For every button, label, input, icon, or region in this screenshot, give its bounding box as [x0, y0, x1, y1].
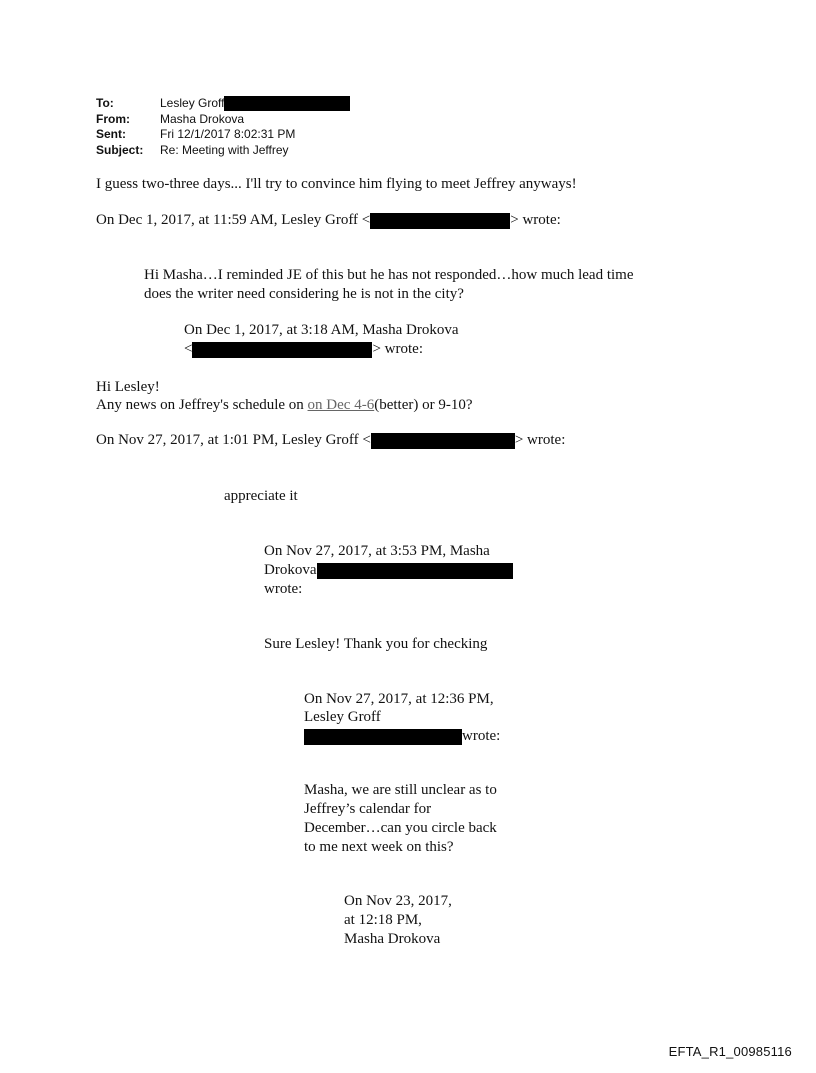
quote-header-4-name: Drokova — [264, 562, 317, 578]
quote-header-3 — [96, 431, 565, 450]
to-row — [96, 96, 350, 112]
quote-header-2-line-2 — [184, 340, 423, 359]
quote-header-1 — [96, 211, 561, 230]
quote-header-4-line-3: wrote: — [264, 581, 303, 597]
redaction-bar — [317, 563, 513, 579]
message-2-suffix: (better) or 9-10? — [374, 397, 473, 413]
message-2-line-2 — [96, 396, 473, 415]
reply-text: I guess two-three days... I'll try to convince him flying to meet Jeffrey anyways! — [96, 176, 577, 192]
to-label: To: — [96, 96, 114, 110]
message-5-line-4: to me next week on this? — [304, 839, 454, 855]
redaction-bar — [192, 342, 372, 358]
message-3: appreciate it — [224, 488, 298, 504]
quote-header-2-prefix: < — [184, 341, 193, 357]
quote-header-1-suffix: > wrote: — [510, 212, 561, 228]
date-link[interactable]: on Dec 4-6 — [307, 397, 375, 413]
redaction-bar — [371, 433, 515, 449]
quote-header-6-line-3: Masha Drokova — [344, 931, 441, 947]
message-1-line-1: Hi Masha…I reminded JE of this but he has not responded…how much lead time — [144, 267, 634, 283]
sent-label: Sent: — [96, 127, 126, 141]
document-id: EFTA_R1_00985116 — [668, 1044, 792, 1059]
quote-header-3-prefix: On Nov 27, 2017, at 1:01 PM, Lesley Groff < — [96, 432, 371, 448]
message-5-line-1: Masha, we are still unclear as to — [304, 782, 497, 798]
quote-header-6-line-2: at 12:18 PM, — [344, 912, 422, 928]
sent-value: Fri 12/1/2017 8:02:31 PM — [160, 127, 296, 141]
redaction-bar — [224, 96, 350, 111]
from-label: From: — [96, 111, 130, 126]
quote-header-2-line-1: On Dec 1, 2017, at 3:18 AM, Masha Drokova — [184, 322, 459, 338]
redaction-bar — [304, 729, 462, 745]
quote-header-3-suffix: > wrote: — [514, 432, 566, 448]
subject-value: Re: Meeting with Jeffrey — [160, 142, 289, 157]
message-5-line-3: December…can you circle back — [304, 820, 497, 836]
message-5-line-2: Jeffrey’s calendar for — [304, 801, 432, 817]
quote-header-1-prefix: On Dec 1, 2017, at 11:59 AM, Lesley Groff < — [96, 212, 371, 228]
quote-header-2-suffix: > wrote: — [372, 341, 423, 357]
redaction-bar — [370, 213, 510, 229]
message-4: Sure Lesley! Thank you for checking — [264, 636, 488, 652]
quote-header-4-line-1: On Nov 27, 2017, at 3:53 PM, Masha — [264, 543, 490, 559]
message-2-prefix: Any news on Jeffrey's schedule on — [96, 397, 308, 413]
quote-header-6-line-1: On Nov 23, 2017, — [344, 893, 452, 909]
message-1-line-2: does the writer need considering he is not in the city? — [144, 286, 464, 302]
quote-header-5-line-2: Lesley Groff — [304, 709, 381, 725]
from-row — [96, 112, 350, 128]
quote-header-4-line-2 — [264, 561, 513, 580]
sent-row — [96, 127, 350, 143]
message-2-line-1: Hi Lesley! — [96, 379, 160, 395]
quote-header-5-line-1: On Nov 27, 2017, at 12:36 PM, — [304, 691, 494, 707]
from-value: Masha Drokova — [160, 111, 245, 126]
to-value: Lesley Groff — [160, 96, 225, 110]
quote-header-5-line-3 — [304, 727, 500, 746]
subject-label: Subject: — [96, 142, 144, 157]
email-header — [96, 96, 350, 158]
quote-header-5-wrote: wrote: — [462, 728, 501, 744]
subject-row — [96, 143, 350, 159]
